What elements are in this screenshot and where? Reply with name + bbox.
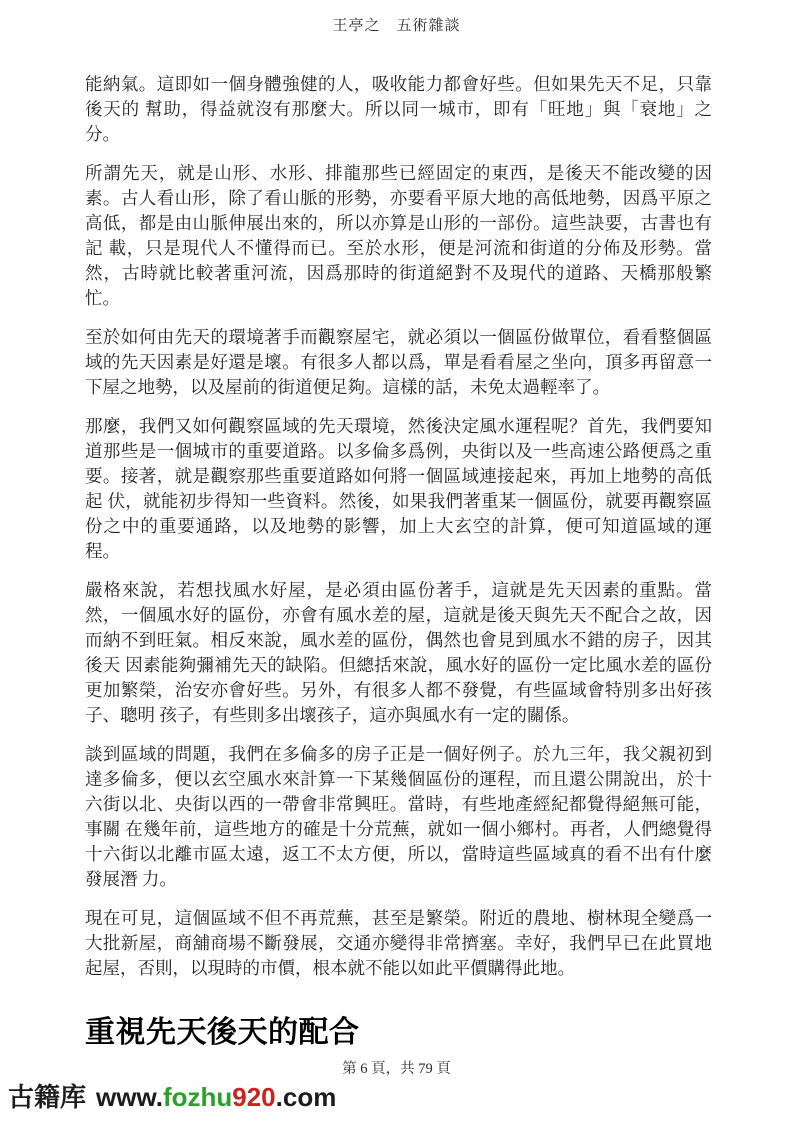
- paragraph: 那麼，我們又如何觀察區域的先天環境，然後決定風水運程呢？首先，我們要知 道那些是一個城市的重要道路。以多倫多爲例，央街以及一些高速公路便爲之重要。接著，就是觀察那些重要道路如何將一個區域連接起來，再加上地勢的高低起 伏，就能初步得知一些資料。然後，如果我們著重某一個區份，就要再觀察區份之中的重要通路，以及地勢的影響，加上大玄空的計算，便可知道區域的運程。: [85, 416, 712, 561]
- paragraph: 所謂先天，就是山形、水形、排龍那些已經固定的東西，是後天不能改變的因素。古人看山形，除了看山脈的形勢，亦要看平原大地的高低地勢，因爲平原之高低，都是由山脈伸展出來的，所以亦算是山形的一部份。這些訣要，古書也有記 載，只是現代人不懂得而已。至於水形，便是河流和街道的分佈及形勢。當然，古時就比較著重河流，因爲那時的街道絕對不及現代的道路、天橋那般繁忙。: [85, 163, 712, 308]
- paragraph: 能納氣。這即如一個身體強健的人，吸收能力都會好些。但如果先天不足，只靠後天的 幫助，得益就沒有那麼大。所以同一城市，即有「旺地」與「衰地」之分。: [85, 74, 712, 144]
- running-header: 王亭之 五術雜談: [332, 18, 461, 34]
- paragraph: 嚴格來說，若想找風水好屋，是必須由區份著手，這就是先天因素的重點。當然，一個風水好的區份，亦會有風水差的屋，這就是後天與先天不配合之故，因而納不到旺氣。相反來說，風水差的區份，偶然也會見到風水不錯的房子，因其後天 因素能夠彌補先天的缺陷。但總括來說，風水好的區份一定比風水差的區份更加繁榮，治安亦會好些。另外，有很多人都不發覺，有些區域會特別多出好孩子、聰明 孩子，有些則多出壞孩子，這亦與風水有一定的關係。: [85, 580, 712, 725]
- watermark-url-tld: .com: [275, 1082, 337, 1112]
- watermark-url-number: 920: [232, 1082, 276, 1112]
- page-number-indicator: 第 6 頁，共 79 頁: [342, 1061, 451, 1077]
- watermark-url-name: fozhu: [162, 1082, 233, 1112]
- watermark: [8, 1082, 336, 1112]
- paragraph: 至於如何由先天的環境著手而觀察屋宅，就必須以一個區份做單位，看看整個區域的先天因素是好還是壞。有很多人都以爲，單是看看屋之坐向，頂多再留意一下屋之地勢，以及屋前的街道便足夠。這樣的話，未免太過輕率了。: [85, 327, 712, 397]
- section-heading: 重視先天後天的配合: [85, 1016, 360, 1049]
- watermark-library-label: 古籍库: [8, 1082, 87, 1112]
- paragraph: 現在可見，這個區域不但不再荒蕪，甚至是繁榮。附近的農地、樹林現全變爲一大批新屋，商舖商場不斷發展，交通亦變得非常擠塞。幸好，我們早已在此買地起屋，否則，以現時的市價，根本就不能以如此平價購得此地。: [85, 908, 712, 978]
- paragraph: 談到區域的問題，我們在多倫多的房子正是一個好例子。於九三年，我父親初到 達多倫多，便以玄空風水來計算一下某幾個區份的運程，而且還公開說出，於十六街以北、央街以西的一帶會非常興旺。當時，有些地產經紀都覺得絕無可能，事關 在幾年前，這些地方的確是十分荒蕪，就如一個小鄉村。再者，人們總覺得十六街以北離市區太遠，返工不太方便，所以，當時這些區域真的看不出有什麼發展潛 力。: [85, 744, 712, 889]
- watermark-url-prefix: www.: [96, 1082, 163, 1112]
- body-text: [85, 72, 712, 995]
